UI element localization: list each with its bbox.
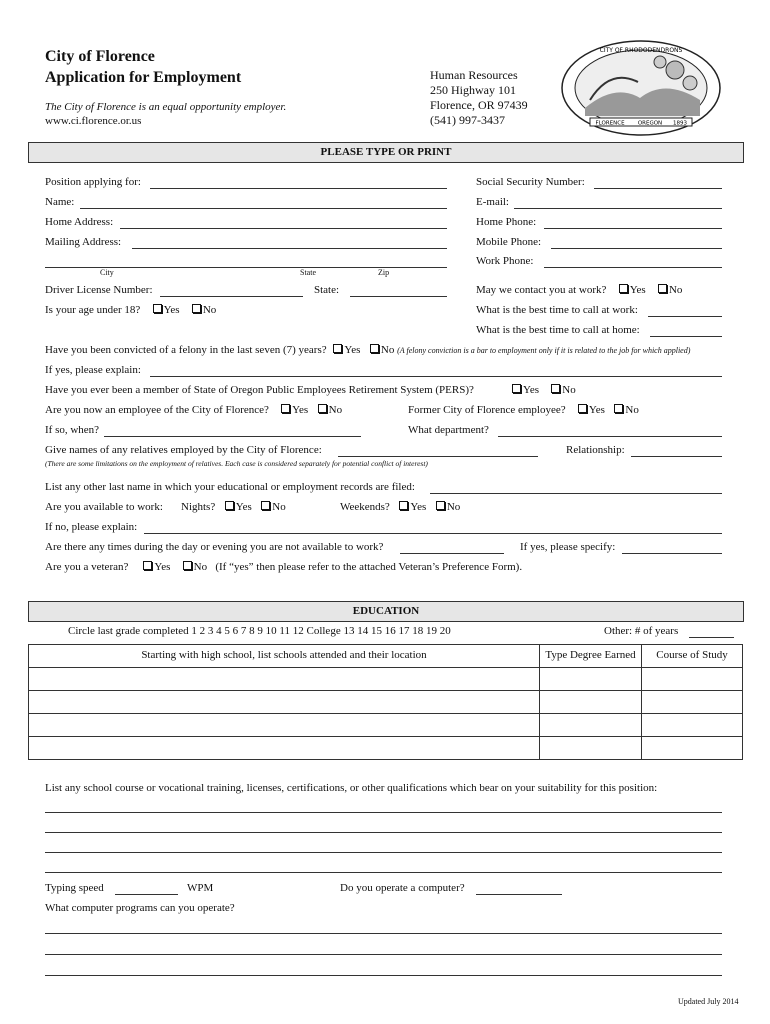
veteran-no-checkbox[interactable] bbox=[183, 561, 192, 570]
home-phone-label: Home Phone: bbox=[476, 216, 537, 228]
mailing-address-label: Mailing Address: bbox=[45, 236, 122, 248]
school-cell[interactable] bbox=[29, 691, 540, 714]
license-state-field[interactable] bbox=[350, 296, 447, 297]
typing-speed-field[interactable] bbox=[115, 894, 178, 895]
best-time-work-label: What is the best time to call at work: bbox=[476, 304, 638, 316]
other-years-label: Other: # of years bbox=[604, 625, 679, 637]
school-cell[interactable] bbox=[29, 668, 540, 691]
no-label: No bbox=[272, 501, 286, 513]
nights-no-checkbox[interactable] bbox=[261, 501, 270, 510]
contact-at-work-label: May we contact you at work? bbox=[476, 284, 607, 296]
felony-note: (A felony conviction is a bar to employment only if it is related to the job for which applied) bbox=[397, 346, 691, 355]
hr-line: Human Resources bbox=[430, 68, 518, 82]
yes-label: Yes bbox=[588, 404, 605, 416]
course-cell[interactable] bbox=[642, 737, 743, 760]
city-seal-logo bbox=[560, 38, 722, 138]
course-cell[interactable] bbox=[642, 668, 743, 691]
contact-yes-checkbox[interactable] bbox=[619, 284, 628, 293]
under18-no-checkbox[interactable] bbox=[192, 304, 201, 313]
available-label: Are you available to work: bbox=[45, 501, 163, 513]
degree-header: Type Degree Earned bbox=[540, 645, 642, 668]
specify-field[interactable] bbox=[622, 553, 722, 554]
qualifications-line[interactable] bbox=[45, 832, 722, 833]
no-label: No bbox=[328, 404, 343, 416]
license-label: Driver License Number: bbox=[45, 284, 153, 296]
pers-no-checkbox[interactable] bbox=[551, 384, 560, 393]
pers-label: Have you ever been a member of State of Oregon Public Employees Retirement System (PERS)? bbox=[45, 384, 474, 396]
form-title: Application for Employment bbox=[45, 69, 242, 86]
table-row bbox=[29, 691, 743, 714]
under-18-label: Is your age under 18? bbox=[45, 304, 141, 316]
degree-cell[interactable] bbox=[540, 668, 642, 691]
under18-yes-checkbox[interactable] bbox=[153, 304, 162, 313]
employee-now-label: Are you now an employee of the City of Florence? bbox=[45, 404, 269, 416]
not-available-label: Are there any times during the day or evening you are not available to work? bbox=[45, 541, 384, 553]
former-yes-checkbox[interactable] bbox=[578, 404, 587, 413]
best-time-home-label: What is the best time to call at home: bbox=[476, 324, 640, 336]
weekends-label: Weekends? bbox=[340, 501, 390, 513]
yes-label: Yes bbox=[629, 284, 646, 296]
contact-at-work bbox=[476, 284, 682, 296]
employee-yes-checkbox[interactable] bbox=[281, 404, 290, 413]
former-no-checkbox[interactable] bbox=[614, 404, 623, 413]
no-label: No bbox=[562, 384, 576, 396]
hr-line: 250 Highway 101 bbox=[430, 83, 516, 97]
felony-explain-field[interactable] bbox=[150, 376, 722, 377]
other-last-name-field[interactable] bbox=[430, 493, 722, 494]
home-address-field[interactable] bbox=[120, 228, 447, 229]
veteran-note: (If “yes” then please refer to the attached Veteran’s Preference Form). bbox=[215, 561, 523, 573]
best-time-home-field[interactable] bbox=[650, 336, 722, 337]
wpm-label: WPM bbox=[187, 882, 214, 894]
relationship-field[interactable] bbox=[631, 456, 722, 457]
under-18 bbox=[45, 304, 216, 316]
zip-caption: Zip bbox=[378, 268, 390, 277]
email-field[interactable] bbox=[514, 208, 722, 209]
weekends-option bbox=[340, 501, 460, 513]
computer-field[interactable] bbox=[476, 894, 562, 895]
yes-label: Yes bbox=[523, 384, 540, 396]
degree-cell[interactable] bbox=[540, 714, 642, 737]
yes-label: Yes bbox=[235, 501, 252, 513]
pers-options bbox=[508, 384, 576, 396]
position-field[interactable] bbox=[150, 188, 447, 189]
if-so-when-field[interactable] bbox=[104, 436, 361, 437]
typing-label: Typing speed bbox=[45, 882, 104, 894]
table-row bbox=[29, 714, 743, 737]
hr-line: Florence, OR 97439 bbox=[430, 98, 528, 112]
org-name: City of Florence bbox=[45, 48, 155, 65]
schools-header: Starting with high school, list schools attended and their location bbox=[29, 645, 540, 668]
home-address-label: Home Address: bbox=[45, 216, 114, 228]
veteran-question bbox=[45, 561, 522, 573]
qualifications-line[interactable] bbox=[45, 852, 722, 853]
former-employee-label: Former City of Florence employee? bbox=[408, 404, 566, 416]
if-no-explain-field[interactable] bbox=[144, 533, 722, 534]
degree-cell[interactable] bbox=[540, 737, 642, 760]
department-field[interactable] bbox=[498, 436, 722, 437]
seal-text-top: CITY OF RHODODENDRONS bbox=[599, 47, 683, 54]
department-label: What department? bbox=[408, 424, 489, 436]
programs-line[interactable] bbox=[45, 954, 722, 955]
employee-now bbox=[45, 404, 342, 416]
work-phone-field[interactable] bbox=[544, 267, 722, 268]
state-caption: State bbox=[300, 268, 316, 277]
yes-label: Yes bbox=[163, 304, 180, 316]
no-label: No bbox=[668, 284, 683, 296]
no-label: No bbox=[380, 344, 395, 356]
name-label: Name: bbox=[45, 196, 75, 208]
not-available-field[interactable] bbox=[400, 553, 504, 554]
programs-label: What computer programs can you operate? bbox=[45, 902, 235, 914]
relatives-field[interactable] bbox=[338, 456, 538, 457]
programs-line[interactable] bbox=[45, 933, 722, 934]
felony-explain-label: If yes, please explain: bbox=[45, 364, 141, 376]
felony-question bbox=[45, 344, 690, 356]
no-label: No bbox=[446, 501, 461, 513]
qualifications-line[interactable] bbox=[45, 872, 722, 873]
relatives-label: Give names of any relatives employed by the City of Florence: bbox=[45, 444, 322, 456]
no-label: No bbox=[625, 404, 639, 416]
mobile-phone-field[interactable] bbox=[551, 248, 722, 249]
table-row bbox=[29, 668, 743, 691]
contact-no-checkbox[interactable] bbox=[658, 284, 667, 293]
nights-option bbox=[181, 501, 286, 513]
seal-text-city: FLORENCE bbox=[595, 120, 625, 127]
specify-label: If yes, please specify: bbox=[520, 541, 616, 553]
hr-address bbox=[430, 68, 528, 128]
website: www.ci.florence.or.us bbox=[45, 115, 142, 127]
other-years-field[interactable] bbox=[689, 637, 734, 638]
type-or-print-banner: PLEASE TYPE OR PRINT bbox=[28, 142, 744, 163]
seal-text-state: OREGON bbox=[637, 120, 663, 127]
qualifications-line[interactable] bbox=[45, 812, 722, 813]
hr-line: (541) 997-3437 bbox=[430, 113, 505, 127]
course-cell[interactable] bbox=[642, 714, 743, 737]
seal-text-year: 1893 bbox=[673, 120, 687, 127]
veteran-yes-checkbox[interactable] bbox=[143, 561, 152, 570]
eeo-statement: The City of Florence is an equal opportunity employer. bbox=[45, 101, 287, 113]
home-phone-field[interactable] bbox=[544, 228, 722, 229]
other-last-name-label: List any other last name in which your educational or employment records are filed: bbox=[45, 481, 415, 493]
city-caption: City bbox=[100, 268, 114, 277]
email-label: E-mail: bbox=[476, 196, 509, 208]
pers-yes-checkbox[interactable] bbox=[512, 384, 521, 393]
felony-label: Have you been convicted of a felony in the last seven (7) years? bbox=[45, 344, 327, 356]
education-banner: EDUCATION bbox=[28, 601, 744, 622]
degree-cell[interactable] bbox=[540, 691, 642, 714]
yes-label: Yes bbox=[410, 501, 427, 513]
relatives-note: (There are some limitations on the employment of relatives. Each case is considered separately for potential conflict of interest) bbox=[45, 459, 428, 468]
yes-label: Yes bbox=[344, 344, 361, 356]
grade-line: Circle last grade completed 1 2 3 4 5 6 7 8 9 10 11 12 College 13 14 15 16 17 18 19 20 bbox=[68, 625, 451, 637]
yes-label: Yes bbox=[292, 404, 309, 416]
education-table bbox=[28, 644, 743, 760]
table-row bbox=[29, 737, 743, 760]
yes-label: Yes bbox=[154, 561, 171, 573]
best-time-work-field[interactable] bbox=[648, 316, 722, 317]
felony-yes-checkbox[interactable] bbox=[333, 344, 342, 353]
felony-no-checkbox[interactable] bbox=[370, 344, 379, 353]
school-cell[interactable] bbox=[29, 714, 540, 737]
no-label: No bbox=[202, 304, 217, 316]
nights-yes-checkbox[interactable] bbox=[225, 501, 234, 510]
updated-date: Updated July 2014 bbox=[678, 997, 739, 1006]
mobile-phone-label: Mobile Phone: bbox=[476, 236, 542, 248]
ssn-field[interactable] bbox=[594, 188, 722, 189]
license-state-label: State: bbox=[314, 284, 340, 296]
qualifications-label: List any school course or vocational training, licenses, certifications, or other qualifications which bear on your suitability for this position: bbox=[45, 782, 658, 794]
computer-label: Do you operate a computer? bbox=[340, 882, 465, 894]
employee-no-checkbox[interactable] bbox=[318, 404, 327, 413]
weekends-yes-checkbox[interactable] bbox=[399, 501, 408, 510]
mailing-address-field[interactable] bbox=[132, 248, 447, 249]
name-field[interactable] bbox=[80, 208, 447, 209]
weekends-no-checkbox[interactable] bbox=[436, 501, 445, 510]
course-cell[interactable] bbox=[642, 691, 743, 714]
position-label: Position applying for: bbox=[45, 176, 141, 188]
relationship-label: Relationship: bbox=[566, 444, 625, 456]
former-employee bbox=[408, 404, 639, 416]
license-field[interactable] bbox=[160, 296, 303, 297]
ssn-label: Social Security Number: bbox=[476, 176, 585, 188]
work-phone-label: Work Phone: bbox=[476, 255, 534, 267]
school-cell[interactable] bbox=[29, 737, 540, 760]
no-label: No bbox=[193, 561, 208, 573]
course-header: Course of Study bbox=[642, 645, 743, 668]
programs-line[interactable] bbox=[45, 975, 722, 976]
if-no-explain-label: If no, please explain: bbox=[45, 521, 138, 533]
veteran-label: Are you a veteran? bbox=[45, 561, 129, 573]
nights-label: Nights? bbox=[181, 501, 216, 513]
if-so-when-label: If so, when? bbox=[45, 424, 100, 436]
